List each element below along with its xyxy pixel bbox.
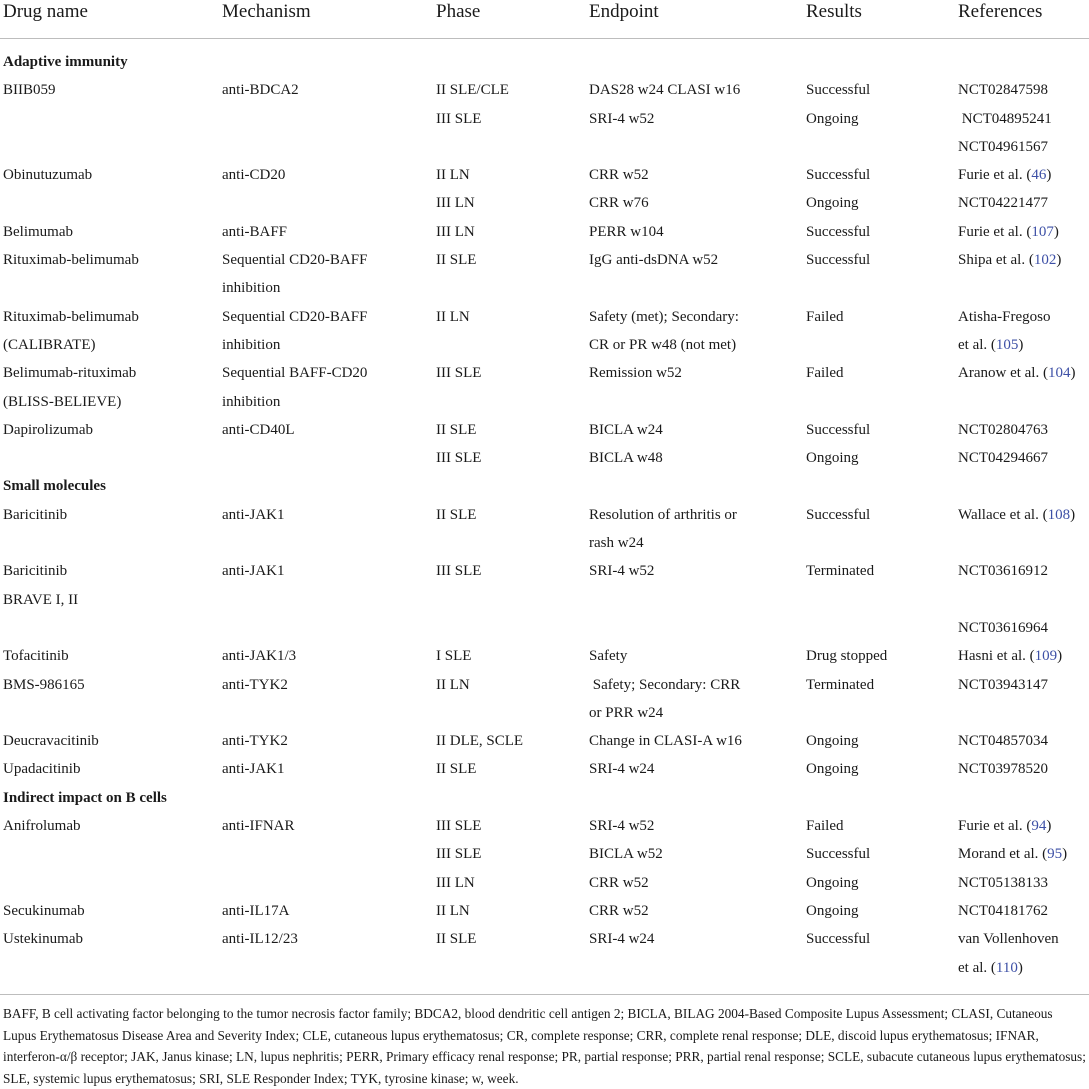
cell-references bbox=[954, 586, 1089, 614]
cell-results: Successful bbox=[806, 421, 871, 438]
cell-endpoint: CRR w52 bbox=[589, 167, 649, 184]
table-row bbox=[0, 727, 1089, 755]
cell-results: Failed bbox=[806, 308, 844, 325]
cell-mechanism bbox=[218, 699, 432, 727]
cell-endpoint bbox=[585, 586, 802, 614]
cell-results bbox=[802, 133, 954, 161]
cell-mechanism: anti-IFNAR bbox=[222, 818, 295, 835]
table-footnote: BAFF, B cell activating factor belonging to the tumor necrosis factor family; BDCA2, blood dendritic cell antigen 2; BICLA, BILAG 2004-Based Composite Lupus Assessment; CLASI, Cutaneous Lupus Erythematosus Disease Area and Severity Index; CLE, cutaneous lupus erythematosus; CR, complete response; CRR, complete renal response; DLE, discoid lupus erythematosus; IFNAR, interferon-α/β receptor; JAK, Janus kinase; LN, lupus nephritis; PERR, Primary efficacy renal response; PR, partial response; PRR, partial renal response; SCLE, subacute cutaneous lupus erythematosus; SLE, systemic lupus erythematosus; SRI, SLE Responder Index; TYK, tyrosine kinase; w, week. bbox=[0, 994, 1089, 1089]
cell-endpoint: CRR w76 bbox=[589, 195, 649, 212]
cell-endpoint: rash w24 bbox=[589, 535, 644, 552]
cell-results: Ongoing bbox=[806, 874, 859, 891]
table-row bbox=[0, 76, 1089, 104]
cell-drug-name: Baricitinib bbox=[3, 563, 68, 580]
cell-endpoint bbox=[585, 614, 802, 642]
table-row bbox=[0, 869, 1089, 897]
cell-results: Ongoing bbox=[806, 450, 859, 467]
cell-endpoint: CRR w52 bbox=[589, 874, 649, 891]
citation-link[interactable]: 109 bbox=[1034, 648, 1058, 665]
cell-references: NCT03616912 bbox=[958, 563, 1048, 580]
cell-references: NCT03616964 bbox=[958, 619, 1048, 636]
cell-drug-name: Upadacitinib bbox=[3, 761, 81, 778]
cell-references: NCT05138133 bbox=[958, 874, 1048, 891]
citation-link[interactable]: 108 bbox=[1047, 506, 1071, 523]
table-row bbox=[0, 671, 1089, 699]
cell-drug-name bbox=[0, 189, 218, 217]
cell-drug-name: Rituximab-belimumab bbox=[3, 308, 139, 325]
cell-endpoint: CR or PR w48 (not met) bbox=[589, 336, 737, 353]
cell-drug-name: Deucravacitinib bbox=[3, 733, 99, 750]
table-header bbox=[0, 0, 1089, 39]
cell-results bbox=[802, 388, 954, 416]
cell-results: Successful bbox=[806, 82, 871, 99]
table-row bbox=[0, 840, 1089, 868]
cell-mechanism: inhibition bbox=[222, 393, 281, 410]
cell-mechanism: anti-BAFF bbox=[222, 223, 288, 240]
cell-drug-name bbox=[0, 105, 218, 133]
reference-text: et al. ( bbox=[958, 959, 996, 976]
table-row bbox=[0, 331, 1089, 359]
cell-drug-name: Obinutuzumab bbox=[3, 167, 93, 184]
cell-phase: II DLE, SCLE bbox=[436, 733, 524, 750]
cell-references bbox=[954, 529, 1089, 557]
cell-drug-name bbox=[0, 954, 218, 982]
citation-link[interactable]: 46 bbox=[1031, 167, 1047, 184]
cell-references bbox=[954, 699, 1089, 727]
reference-close: ) bbox=[1057, 648, 1063, 665]
cell-endpoint: Safety; Secondary: CRR bbox=[589, 676, 741, 693]
cell-mechanism bbox=[218, 444, 432, 472]
cell-drug-name bbox=[0, 840, 218, 868]
cell-phase: III LN bbox=[436, 223, 475, 240]
cell-phase bbox=[432, 529, 585, 557]
cell-results: Ongoing bbox=[806, 110, 859, 127]
cell-endpoint: DAS28 w24 CLASI w16 bbox=[589, 82, 741, 99]
cell-phase bbox=[432, 133, 585, 161]
cell-references: NCT04961567 bbox=[958, 138, 1048, 155]
cell-results: Ongoing bbox=[806, 761, 859, 778]
reference-text: Furie et al. ( bbox=[958, 818, 1032, 835]
cell-endpoint: SRI-4 w52 bbox=[589, 110, 655, 127]
citation-link[interactable]: 107 bbox=[1031, 223, 1054, 240]
cell-results: Successful bbox=[806, 252, 871, 269]
cell-mechanism bbox=[218, 105, 432, 133]
cell-mechanism bbox=[218, 614, 432, 642]
cell-mechanism bbox=[218, 840, 432, 868]
cell-phase: III SLE bbox=[436, 818, 482, 835]
table-row bbox=[0, 812, 1089, 840]
cell-results bbox=[802, 331, 954, 359]
cell-phase: III SLE bbox=[436, 365, 482, 382]
cell-references bbox=[954, 359, 1089, 387]
cell-results bbox=[802, 586, 954, 614]
cell-drug-name: BRAVE I, II bbox=[3, 591, 79, 608]
cell-mechanism bbox=[218, 954, 432, 982]
cell-references: van Vollenhoven bbox=[958, 931, 1059, 948]
reference-close: ) bbox=[1017, 959, 1023, 976]
cell-references bbox=[954, 642, 1089, 670]
cell-results: Drug stopped bbox=[806, 648, 888, 665]
table-row bbox=[0, 529, 1089, 557]
cell-endpoint: Remission w52 bbox=[589, 365, 682, 382]
cell-phase: III SLE bbox=[436, 846, 482, 863]
cell-endpoint: Safety bbox=[589, 648, 628, 665]
cell-endpoint: CRR w52 bbox=[589, 902, 649, 919]
table-row bbox=[0, 444, 1089, 472]
cell-drug-name: Anifrolumab bbox=[3, 818, 81, 835]
cell-mechanism: anti-IL12/23 bbox=[222, 931, 298, 948]
cell-endpoint: Safety (met); Secondary: bbox=[589, 308, 739, 325]
cell-mechanism: anti-JAK1 bbox=[222, 761, 285, 778]
cell-mechanism: anti-IL17A bbox=[222, 902, 290, 919]
cell-phase bbox=[432, 614, 585, 642]
reference-close: ) bbox=[1018, 336, 1024, 353]
cell-references bbox=[954, 840, 1089, 868]
cell-drug-name bbox=[0, 529, 218, 557]
header-endpoint: Endpoint bbox=[585, 0, 802, 39]
cell-endpoint: Change in CLASI-A w16 bbox=[589, 733, 742, 750]
cell-drug-name: Tofacitinib bbox=[3, 648, 69, 665]
cell-phase: II SLE/CLE bbox=[436, 82, 509, 99]
table-row bbox=[0, 557, 1089, 585]
cell-endpoint: BICLA w52 bbox=[589, 846, 663, 863]
cell-results: Successful bbox=[806, 931, 871, 948]
table-row bbox=[0, 133, 1089, 161]
cell-phase: II LN bbox=[436, 676, 470, 693]
cell-references: NCT03978520 bbox=[958, 761, 1048, 778]
table-row bbox=[0, 274, 1089, 302]
cell-phase: III SLE bbox=[436, 110, 482, 127]
reference-close: ) bbox=[1046, 818, 1052, 835]
header-drug-name: Drug name bbox=[0, 0, 218, 39]
cell-results: Ongoing bbox=[806, 195, 859, 212]
cell-mechanism: anti-CD40L bbox=[222, 421, 295, 438]
cell-references bbox=[954, 218, 1089, 246]
cell-mechanism: anti-JAK1/3 bbox=[222, 648, 297, 665]
cell-phase bbox=[432, 586, 585, 614]
reference-text: Wallace et al. ( bbox=[958, 506, 1048, 523]
cell-phase: II SLE bbox=[436, 421, 477, 438]
cell-mechanism: anti-BDCA2 bbox=[222, 82, 299, 99]
section-heading: Small molecules bbox=[3, 478, 106, 495]
table-row bbox=[0, 755, 1089, 783]
cell-phase bbox=[432, 388, 585, 416]
cell-phase bbox=[432, 331, 585, 359]
cell-results: Successful bbox=[806, 846, 871, 863]
cell-references: NCT02804763 bbox=[958, 421, 1048, 438]
table-body bbox=[0, 39, 1089, 982]
cell-drug-name: Belimumab-rituximab bbox=[3, 365, 137, 382]
cell-drug-name: Secukinumab bbox=[3, 902, 85, 919]
cell-references: NCT04895241 bbox=[958, 110, 1052, 127]
table-row bbox=[0, 218, 1089, 246]
section-row bbox=[0, 472, 1089, 500]
table-row bbox=[0, 954, 1089, 982]
cell-results bbox=[802, 614, 954, 642]
reference-close: ) bbox=[1046, 167, 1052, 184]
cell-results bbox=[802, 274, 954, 302]
reference-close: ) bbox=[1056, 252, 1062, 269]
cell-results: Successful bbox=[806, 506, 871, 523]
reference-text: Shipa et al. ( bbox=[958, 252, 1034, 269]
cell-phase: II SLE bbox=[436, 761, 477, 778]
cell-mechanism: anti-CD20 bbox=[222, 167, 286, 184]
cell-phase: II SLE bbox=[436, 252, 477, 269]
cell-phase: I SLE bbox=[436, 648, 472, 665]
cell-references: NCT02847598 bbox=[958, 82, 1048, 99]
section-heading: Adaptive immunity bbox=[3, 54, 128, 70]
reference-text: Furie et al. ( bbox=[958, 167, 1032, 184]
cell-references: NCT04221477 bbox=[958, 195, 1048, 212]
section-row bbox=[0, 39, 1089, 77]
cell-references bbox=[954, 331, 1089, 359]
cell-references: Atisha-Fregoso bbox=[958, 308, 1051, 325]
cell-phase bbox=[432, 954, 585, 982]
cell-mechanism bbox=[218, 529, 432, 557]
header-phase: Phase bbox=[432, 0, 585, 39]
cell-endpoint: SRI-4 w52 bbox=[589, 818, 655, 835]
cell-results: Ongoing bbox=[806, 733, 859, 750]
cell-references: NCT03943147 bbox=[958, 676, 1048, 693]
table-row bbox=[0, 897, 1089, 925]
cell-endpoint bbox=[585, 954, 802, 982]
table-row bbox=[0, 161, 1089, 189]
cell-drug-name bbox=[0, 699, 218, 727]
cell-results bbox=[802, 954, 954, 982]
cell-results: Successful bbox=[806, 167, 871, 184]
header-references: References bbox=[954, 0, 1089, 39]
cell-mechanism bbox=[218, 189, 432, 217]
cell-drug-name: Belimumab bbox=[3, 223, 73, 240]
cell-mechanism: inhibition bbox=[222, 280, 281, 297]
citation-link[interactable]: 102 bbox=[1033, 252, 1057, 269]
header-mechanism: Mechanism bbox=[218, 0, 432, 39]
reference-close: ) bbox=[1062, 846, 1068, 863]
cell-endpoint bbox=[585, 274, 802, 302]
cell-endpoint: BICLA w24 bbox=[589, 421, 663, 438]
table-row bbox=[0, 388, 1089, 416]
cell-results bbox=[802, 699, 954, 727]
cell-mechanism: Sequential BAFF-CD20 bbox=[222, 365, 368, 382]
header-results: Results bbox=[802, 0, 954, 39]
cell-phase: II LN bbox=[436, 902, 470, 919]
cell-endpoint: SRI-4 w52 bbox=[589, 563, 655, 580]
cell-endpoint: or PRR w24 bbox=[589, 704, 664, 721]
citation-link[interactable]: 104 bbox=[1047, 365, 1071, 382]
cell-phase bbox=[432, 699, 585, 727]
cell-references bbox=[954, 812, 1089, 840]
cell-endpoint: BICLA w48 bbox=[589, 450, 663, 467]
cell-endpoint: SRI-4 w24 bbox=[589, 931, 655, 948]
cell-results: Failed bbox=[806, 818, 844, 835]
cell-references bbox=[954, 161, 1089, 189]
cell-mechanism bbox=[218, 133, 432, 161]
cell-phase: III LN bbox=[436, 195, 475, 212]
table-row bbox=[0, 416, 1089, 444]
cell-references bbox=[954, 274, 1089, 302]
cell-mechanism: Sequential CD20-BAFF bbox=[222, 252, 368, 269]
cell-drug-name: (BLISS-BELIEVE) bbox=[3, 393, 122, 410]
cell-endpoint: PERR w104 bbox=[589, 223, 664, 240]
reference-text: Hasni et al. ( bbox=[958, 648, 1035, 665]
table-row bbox=[0, 501, 1089, 529]
cell-references: NCT04857034 bbox=[958, 733, 1048, 750]
cell-endpoint bbox=[585, 388, 802, 416]
cell-drug-name: BMS-986165 bbox=[3, 676, 85, 693]
cell-endpoint bbox=[585, 133, 802, 161]
reference-text: Furie et al. ( bbox=[958, 223, 1032, 240]
cell-phase: III SLE bbox=[436, 450, 482, 467]
citation-link[interactable]: 105 bbox=[995, 336, 1019, 353]
cell-phase bbox=[432, 274, 585, 302]
section-row bbox=[0, 784, 1089, 812]
cell-references bbox=[954, 388, 1089, 416]
table-row bbox=[0, 105, 1089, 133]
citation-link[interactable]: 94 bbox=[1031, 818, 1047, 835]
cell-drug-name bbox=[0, 614, 218, 642]
cell-drug-name bbox=[0, 274, 218, 302]
section-heading: Indirect impact on B cells bbox=[3, 789, 167, 806]
reference-text: Aranow et al. ( bbox=[958, 365, 1048, 382]
cell-mechanism: anti-JAK1 bbox=[222, 506, 285, 523]
cell-results: Successful bbox=[806, 223, 871, 240]
cell-drug-name bbox=[0, 133, 218, 161]
citation-link[interactable]: 95 bbox=[1047, 846, 1063, 863]
cell-mechanism bbox=[218, 586, 432, 614]
cell-endpoint: IgG anti-dsDNA w52 bbox=[589, 252, 719, 269]
table-row bbox=[0, 189, 1089, 217]
table-row bbox=[0, 925, 1089, 953]
cell-phase: II LN bbox=[436, 167, 470, 184]
table-row bbox=[0, 614, 1089, 642]
cell-drug-name: BIIB059 bbox=[3, 82, 56, 99]
cell-results: Terminated bbox=[806, 563, 875, 580]
table-row bbox=[0, 699, 1089, 727]
cell-phase: III SLE bbox=[436, 563, 482, 580]
cell-drug-name: Baricitinib bbox=[3, 506, 68, 523]
cell-phase: II SLE bbox=[436, 931, 477, 948]
cell-mechanism: anti-TYK2 bbox=[222, 733, 288, 750]
cell-drug-name bbox=[0, 869, 218, 897]
cell-endpoint: SRI-4 w24 bbox=[589, 761, 655, 778]
cell-drug-name: Ustekinumab bbox=[3, 931, 83, 948]
cell-phase: III LN bbox=[436, 874, 475, 891]
cell-mechanism: inhibition bbox=[222, 336, 281, 353]
cell-references bbox=[954, 246, 1089, 274]
table-row bbox=[0, 303, 1089, 331]
cell-drug-name: (CALIBRATE) bbox=[3, 336, 96, 353]
reference-close: ) bbox=[1070, 365, 1076, 382]
citation-link[interactable]: 110 bbox=[995, 959, 1018, 976]
cell-references: NCT04294667 bbox=[958, 450, 1048, 467]
cell-mechanism: anti-TYK2 bbox=[222, 676, 288, 693]
table-row bbox=[0, 642, 1089, 670]
table-row bbox=[0, 246, 1089, 274]
cell-results: Failed bbox=[806, 365, 844, 382]
cell-results bbox=[802, 529, 954, 557]
cell-references bbox=[954, 501, 1089, 529]
cell-drug-name: Rituximab-belimumab bbox=[3, 252, 139, 269]
cell-drug-name bbox=[0, 444, 218, 472]
cell-endpoint: Resolution of arthritis or bbox=[589, 506, 737, 523]
cell-references: NCT04181762 bbox=[958, 902, 1048, 919]
reference-close: ) bbox=[1070, 506, 1076, 523]
cell-results: Terminated bbox=[806, 676, 875, 693]
table-row bbox=[0, 586, 1089, 614]
table-row bbox=[0, 359, 1089, 387]
reference-close: ) bbox=[1053, 223, 1059, 240]
cell-references bbox=[954, 954, 1089, 982]
cell-drug-name: Dapirolizumab bbox=[3, 421, 93, 438]
cell-mechanism bbox=[218, 869, 432, 897]
cell-mechanism: Sequential CD20-BAFF bbox=[222, 308, 368, 325]
cell-mechanism: anti-JAK1 bbox=[222, 563, 285, 580]
cell-results: Ongoing bbox=[806, 902, 859, 919]
cell-phase: II SLE bbox=[436, 506, 477, 523]
cell-phase: II LN bbox=[436, 308, 470, 325]
reference-text: et al. ( bbox=[958, 336, 996, 353]
reference-text: Morand et al. ( bbox=[958, 846, 1048, 863]
